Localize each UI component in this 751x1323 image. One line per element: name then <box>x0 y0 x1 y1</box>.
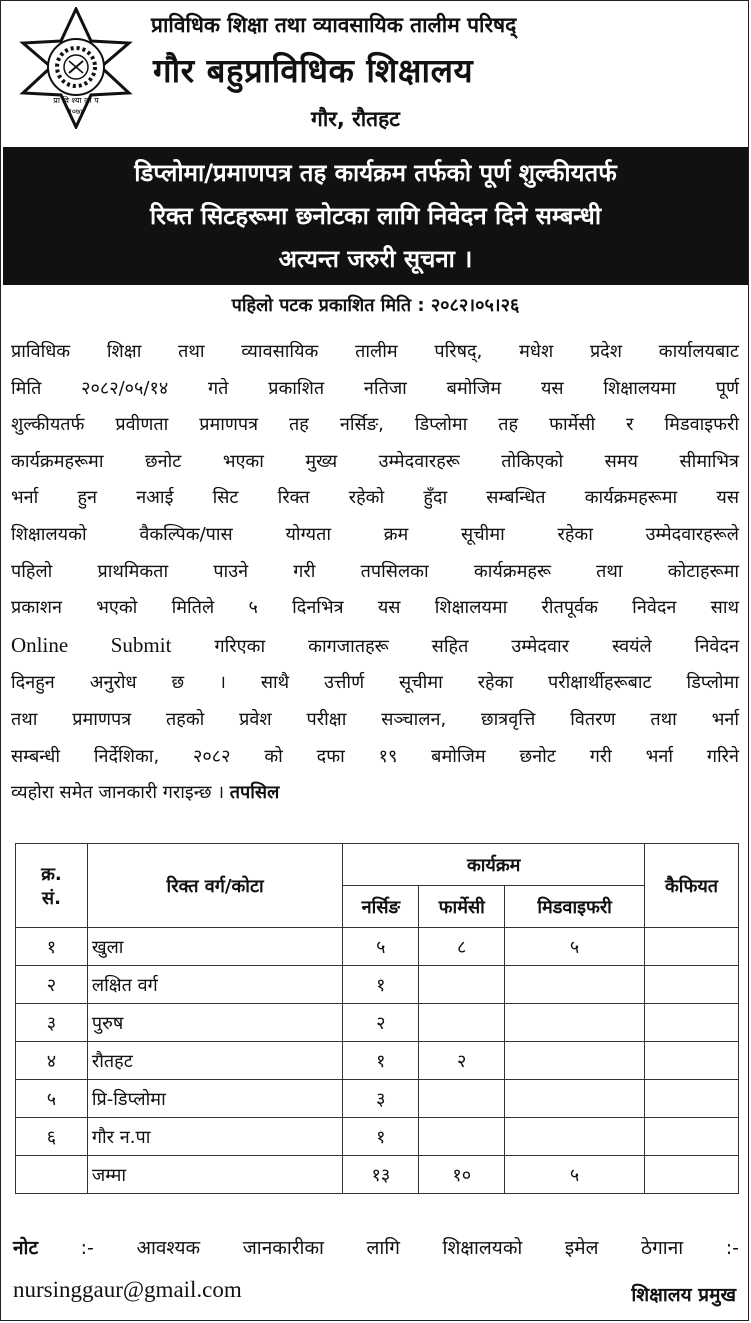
body-line: भर्ना हुन नआई सिट रिक्त रहेको हुँदा सम्बन्धित कार्यक्रमहरूमा यस <box>11 487 739 509</box>
body-line: शिक्षालयको वैकल्पिक/पास योग्यता क्रम सूचीमा रहेका उम्मेदवारहरूले <box>11 523 739 545</box>
cell-remarks <box>645 1080 739 1118</box>
cell-category: पुरुष <box>87 1004 342 1042</box>
school-location: गौर, रौतहट <box>311 107 400 131</box>
cell-midwifery <box>505 1118 645 1156</box>
header <box>1 1 750 143</box>
cell-nursing: १ <box>343 1118 419 1156</box>
cell-nursing: २ <box>343 1004 419 1042</box>
contact-email: nursinggaur@gmail.com <box>13 1277 242 1302</box>
header-sn-line1: क्र. <box>41 863 62 885</box>
body-line: तथा प्रमाणपत्र तहको प्रवेश परीक्षा सञ्चालन, छात्रवृत्ति वितरण तथा भर्ना <box>11 708 739 730</box>
cell-pharmacy <box>419 1080 505 1118</box>
banner-line: अत्यन्त जरुरी सूचना । <box>278 245 473 273</box>
body-line: सम्बन्धी निर्देशिका, २०८२ को दफा १९ बमोजिम छनोट गरी भर्ना गरिने <box>11 745 739 767</box>
cell-category: लक्षित वर्ग <box>87 966 342 1004</box>
emblem-motto: प्रा वि श्या ला प <box>53 96 99 105</box>
header-program: कार्यक्रम <box>343 844 645 886</box>
cell-remarks <box>645 1156 739 1194</box>
cell-sn: ५ <box>16 1080 88 1118</box>
header-sn <box>16 844 88 928</box>
cell-remarks <box>645 966 739 1004</box>
cell-sn: ३ <box>16 1004 88 1042</box>
table-row <box>16 1080 739 1118</box>
cell-remarks <box>645 928 739 966</box>
tapasil-label: तपसिल <box>229 782 280 804</box>
body-line-rest: गरिएका कागजातहरू सहित उम्मेदवार स्वयंले निवेदन <box>214 635 739 657</box>
header-midwifery: मिडवाइफरी <box>505 886 645 928</box>
header-pharmacy: फार्मेसी <box>419 886 505 928</box>
banner-line: डिप्लोमा/प्रमाणपत्र तह कार्यक्रम तर्फको पूर्ण शुल्कीयतर्फ <box>134 159 617 187</box>
cell-nursing: १ <box>343 966 419 1004</box>
quota-table <box>15 843 739 1194</box>
cell-sn: २ <box>16 966 88 1004</box>
body-line: प्रकाशन भएको मितिले ५ दिनभित्र यस शिक्षालयमा रीतपूर्वक निवेदन साथ <box>11 597 739 619</box>
cell-sn: ६ <box>16 1118 88 1156</box>
emblem-logo <box>15 7 137 129</box>
body-line: मिति २०८२/०५/१४ गते प्रकाशित नतिजा बमोजिम यस शिक्षालयमा पूर्ण <box>11 377 739 399</box>
table-row <box>16 1004 739 1042</box>
cell-nursing-total: १३ <box>343 1156 419 1194</box>
header-sn-line2: सं. <box>41 887 61 909</box>
cell-sn: १ <box>16 928 88 966</box>
body-line: प्राविधिक शिक्षा तथा व्यावसायिक तालीम परिषद्, मधेश प्रदेश कार्यालयबाट <box>11 341 739 362</box>
emblem-year: २०७४ <box>67 107 85 116</box>
table-row <box>16 966 739 1004</box>
body-last-line: व्यहोरा समेत जानकारी गराइन्छ । <box>11 782 225 804</box>
cell-nursing: ५ <box>343 928 419 966</box>
school-name: गौर बहुप्राविधिक शिक्षालय <box>153 51 474 90</box>
cell-sn: ४ <box>16 1042 88 1080</box>
body-line: कार्यक्रमहरूमा छनोट भएका मुख्य उम्मेदवारहरू तोकिएको समय सीमाभित्र <box>11 450 739 472</box>
cell-midwifery-total: ५ <box>505 1156 645 1194</box>
cell-total-label: जम्मा <box>87 1156 342 1194</box>
cell-midwifery: ५ <box>505 928 645 966</box>
cell-pharmacy <box>419 1118 505 1156</box>
body-line <box>11 627 739 666</box>
cell-sn <box>16 1156 88 1194</box>
body-line <box>11 775 739 812</box>
table-row <box>16 928 739 966</box>
cell-pharmacy: २ <box>419 1042 505 1080</box>
cell-category: प्रि-डिप्लोमा <box>87 1080 342 1118</box>
cell-remarks <box>645 1004 739 1042</box>
note-label: नोट <box>13 1237 39 1259</box>
notice-body <box>11 334 739 812</box>
note-line <box>13 1234 739 1260</box>
cell-pharmacy <box>419 1004 505 1042</box>
table-total-row <box>16 1156 739 1194</box>
body-line: दिनहुन अनुरोध छ । साथै उत्तीर्ण सूचीमा रहेका परीक्षार्थीहरूबाट डिप्लोमा <box>11 672 739 694</box>
online-submit-text: Online Submit <box>11 632 172 657</box>
table-row <box>16 1042 739 1080</box>
cell-nursing: ३ <box>343 1080 419 1118</box>
body-line: शुल्कीयतर्फ प्रवीणता प्रमाणपत्र तह नर्सिङ, डिप्लोमा तह फार्मेसी र मिडवाइफरी <box>11 414 739 436</box>
notice-banner <box>3 147 748 285</box>
cell-pharmacy <box>419 966 505 1004</box>
council-name: प्राविधिक शिक्षा तथा व्यावसायिक तालीम परिषद् <box>151 13 517 37</box>
cell-category: गौर न.पा <box>87 1118 342 1156</box>
cell-pharmacy: ८ <box>419 928 505 966</box>
cell-midwifery <box>505 966 645 1004</box>
table-row <box>16 1118 739 1156</box>
cell-category: खुला <box>87 928 342 966</box>
cell-remarks <box>645 1042 739 1080</box>
signatory: शिक्षालय प्रमुख <box>631 1284 736 1306</box>
cell-midwifery <box>505 1004 645 1042</box>
cell-remarks <box>645 1118 739 1156</box>
cell-midwifery <box>505 1080 645 1118</box>
banner-line: रिक्त सिटहरूमा छनोटका लागि निवेदन दिने सम्बन्धी <box>149 202 602 230</box>
cell-midwifery <box>505 1042 645 1080</box>
cell-pharmacy-total: १० <box>419 1156 505 1194</box>
cell-nursing: १ <box>343 1042 419 1080</box>
note-text: :- आवश्यक जानकारीका लागि शिक्षालयको इमेल ठेगाना :- <box>80 1237 739 1259</box>
cell-category: रौतहट <box>87 1042 342 1080</box>
body-line: पहिलो प्राथमिकता पाउने गरी तपसिलका कार्यक्रमहरू तथा कोटाहरूमा <box>11 560 739 582</box>
header-category: रिक्त वर्ग/कोटा <box>87 844 342 928</box>
header-remarks: कैफियत <box>645 844 739 928</box>
header-nursing: नर्सिङ <box>343 886 419 928</box>
publication-date: पहिलो पटक प्रकाशित मिति : २०८२।०५।२६ <box>231 295 520 316</box>
